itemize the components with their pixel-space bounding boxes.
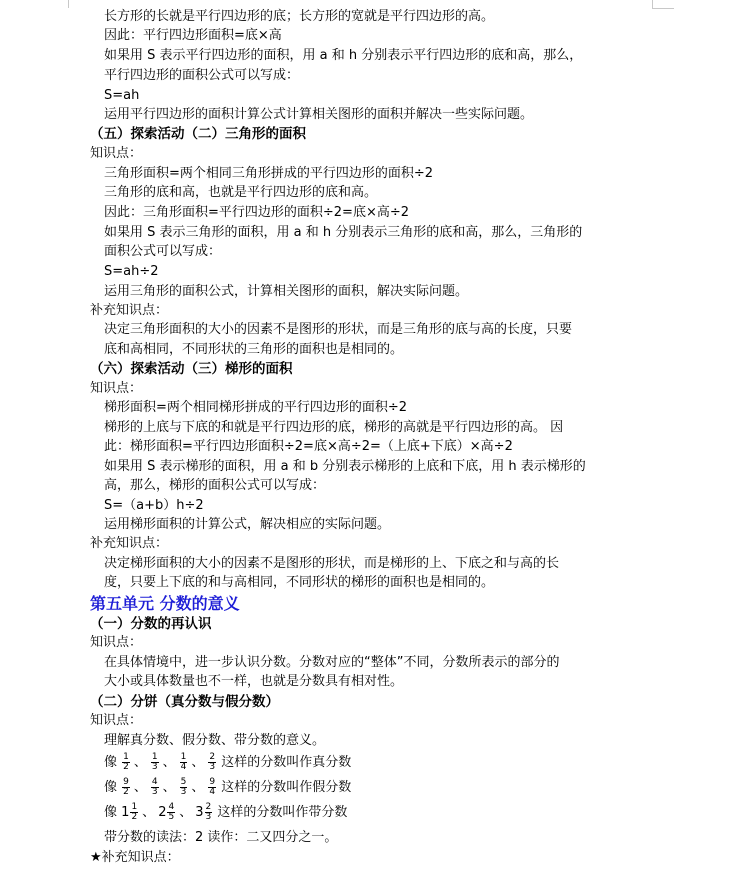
- denominator: 2: [123, 787, 129, 797]
- fraction: [205, 803, 213, 822]
- text-line: 带分数的读法：2 读作：二又四分之一。: [104, 830, 338, 845]
- unit-heading: 第五单元 分数的意义: [90, 594, 240, 613]
- text-line: 高，那么，梯形的面积公式可以写成：: [104, 478, 326, 493]
- star-icon: ★: [90, 850, 102, 865]
- numerator: 1: [131, 802, 138, 812]
- prefix-text: 像: [104, 780, 118, 795]
- improper-fraction-line: [104, 777, 351, 799]
- fraction: [130, 803, 138, 822]
- fraction: [122, 753, 130, 772]
- numerator: 1: [180, 752, 187, 762]
- suffix-text: 这样的分数叫作带分数: [217, 805, 348, 820]
- formula-line: S=ah÷2: [104, 264, 159, 279]
- separator: 、: [162, 780, 176, 795]
- separator: 、: [162, 755, 176, 770]
- text-line: 在具体情境中，进一步认识分数。分数对应的“整体”不同，分数所表示的部分的: [104, 655, 560, 670]
- text-line: 理解真分数、假分数、带分数的意义。: [104, 733, 326, 748]
- mixed-number: [121, 802, 139, 822]
- formula-line: S=（a+b）h÷2: [104, 498, 204, 513]
- separator: 、: [191, 755, 205, 770]
- text-line: 大小或具体数量也不一样，也就是分数具有相对性。: [104, 674, 404, 689]
- text-line: 面积公式可以写成：: [104, 244, 222, 259]
- separator: 、: [191, 780, 205, 795]
- separator: 、: [133, 755, 147, 770]
- fraction: [122, 778, 130, 797]
- numerator: 2: [205, 802, 212, 812]
- text-line: 度，只要上下底的和与高相同，不同形状的梯形的面积也是相同的。: [104, 575, 495, 590]
- text-line: 平行四边形的面积公式可以写成：: [104, 68, 300, 83]
- knowledge-label: 知识点：: [90, 146, 143, 161]
- text-line: 决定梯形面积的大小的因素不是图形的形状，而是梯形的上、下底之和与高的长: [104, 556, 560, 571]
- text-line: 因此：三角形面积=平行四边形的面积÷2=底×高÷2: [104, 205, 410, 220]
- numerator: 2: [209, 752, 216, 762]
- text-line: 如果用 S 表示平行四边形的面积，用 a 和 h 分别表示平行四边形的底和高，那么，: [104, 48, 583, 63]
- separator: 、: [179, 805, 193, 820]
- text-line: 决定三角形面积的大小的因素不是图形的形状，而是三角形的底与高的长度，只要: [104, 322, 573, 337]
- crop-mark-right-v: [652, 0, 653, 8]
- crop-mark-left: [68, 0, 69, 8]
- fraction: [208, 778, 216, 797]
- numerator: 1: [151, 752, 158, 762]
- whole-part: 1: [121, 805, 130, 820]
- fraction: [208, 753, 216, 772]
- text-line: 长方形的长就是平行四边形的底；长方形的宽就是平行四边形的高。: [104, 9, 495, 24]
- supplement-label: [90, 849, 180, 867]
- denominator: 4: [180, 762, 187, 772]
- knowledge-label: 知识点：: [90, 713, 143, 728]
- denominator: 3: [151, 762, 158, 772]
- numerator: 4: [168, 802, 175, 812]
- text-line: 梯形的上底与下底的和就是平行四边形的底，梯形的高就是平行四边形的高。 因: [104, 420, 564, 435]
- fraction: [151, 778, 159, 797]
- denominator: 2: [131, 812, 138, 822]
- numerator: 9: [209, 777, 216, 787]
- text-line: 运用平行四边形的面积计算公式计算相关图形的面积并解决一些实际问题。: [104, 107, 534, 122]
- formula-line: S=ah: [104, 88, 140, 103]
- separator: 、: [133, 780, 147, 795]
- denominator: 3: [205, 812, 212, 822]
- numerator: 9: [123, 777, 129, 787]
- denominator: 3: [180, 787, 187, 797]
- section-heading: （五）探索活动（二）三角形的面积: [90, 126, 306, 142]
- text-line: 因此：平行四边形面积=底×高: [104, 28, 282, 43]
- text-line: 此：梯形面积=平行四边形面积÷2=底×高÷2=（上底+下底）×高÷2: [104, 439, 513, 454]
- mixed-number-line: [104, 802, 347, 824]
- text-line: 底和高相同，不同形状的三角形的面积也是相同的。: [104, 342, 404, 357]
- denominator: 5: [168, 812, 175, 822]
- prefix-text: 像: [104, 805, 118, 820]
- fraction: [151, 753, 159, 772]
- denominator: 4: [209, 787, 216, 797]
- fraction: [180, 778, 188, 797]
- numerator: 1: [123, 752, 129, 762]
- text-line: 运用三角形的面积公式，计算相关图形的面积，解决实际问题。: [104, 284, 469, 299]
- proper-fraction-line: [104, 752, 351, 774]
- text-line: 三角形的底和高，也就是平行四边形的底和高。: [104, 185, 378, 200]
- separator: 、: [142, 805, 156, 820]
- fraction: [167, 803, 175, 822]
- whole-part: 2: [158, 805, 167, 820]
- denominator: 3: [151, 787, 158, 797]
- suffix-text: 这样的分数叫作真分数: [221, 755, 352, 770]
- supplement-label: 补充知识点：: [90, 536, 169, 551]
- knowledge-label: 知识点：: [90, 635, 143, 650]
- text-line: 三角形面积=两个相同三角形拼成的平行四边形的面积÷2: [104, 166, 434, 181]
- section-heading: （一）分数的再认识: [90, 616, 212, 632]
- fraction: [180, 753, 188, 772]
- mixed-number: [195, 802, 213, 822]
- denominator: 3: [209, 762, 216, 772]
- text-line: 梯形面积=两个相同梯形拼成的平行四边形的面积÷2: [104, 400, 408, 415]
- prefix-text: 像: [104, 755, 118, 770]
- numerator: 4: [151, 777, 158, 787]
- numerator: 5: [180, 777, 187, 787]
- section-heading: （二）分饼（真分数与假分数）: [90, 694, 279, 710]
- suffix-text: 这样的分数叫作假分数: [221, 780, 352, 795]
- crop-mark-right-h: [652, 8, 674, 9]
- denominator: 2: [123, 762, 129, 772]
- supplement-label-text: 补充知识点：: [101, 850, 180, 865]
- supplement-label: 补充知识点：: [90, 303, 169, 318]
- whole-part: 3: [195, 805, 204, 820]
- section-heading: （六）探索活动（三）梯形的面积: [90, 361, 293, 377]
- knowledge-label: 知识点：: [90, 381, 143, 396]
- mixed-number: [158, 802, 176, 822]
- text-line: 如果用 S 表示梯形的面积，用 a 和 b 分别表示梯形的上底和下底，用 h 表示梯形的: [104, 459, 586, 474]
- text-line: 运用梯形面积的计算公式，解决相应的实际问题。: [104, 517, 391, 532]
- text-line: 如果用 S 表示三角形的面积，用 a 和 h 分别表示三角形的底和高，那么，三角形的: [104, 225, 583, 240]
